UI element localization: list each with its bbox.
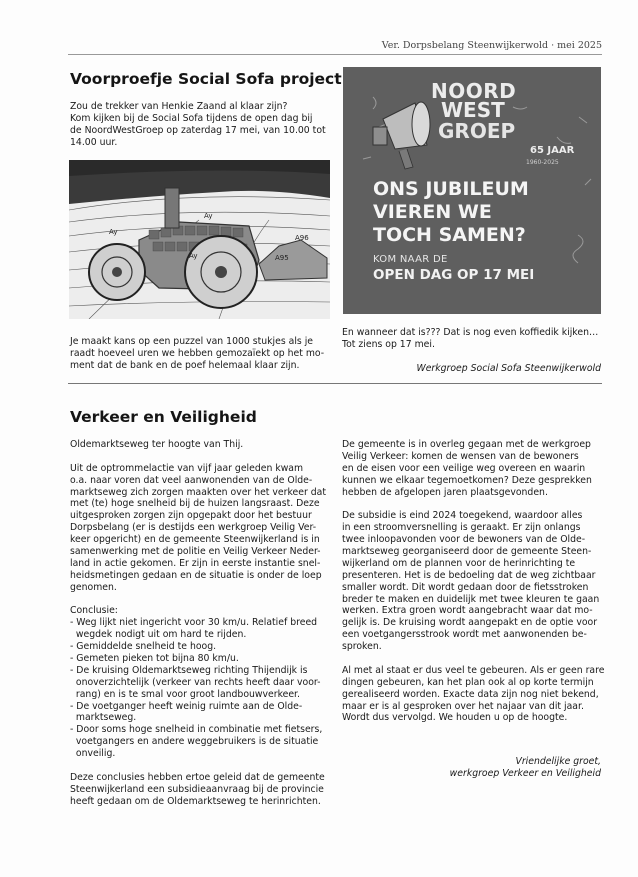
text-line: Veilig Verkeer: komen de wensen van de bewoners xyxy=(342,450,579,462)
drawing-label: Ay xyxy=(109,228,118,236)
tractor-mosaic-drawing xyxy=(69,160,330,319)
text-line: voetgangers en andere weggebruikers is de situatie xyxy=(70,736,319,748)
text-line xyxy=(70,451,332,463)
closing-line: werkgroep Verkeer en Veiligheid xyxy=(449,767,601,779)
text-line: werken. Extra groen wordt aangebracht waar dat mo- xyxy=(342,605,593,617)
ad-headline-line: ONS JUBILEUM xyxy=(373,178,529,200)
text-line: dingen gebeuren, kan het plan ook al op korte termijn xyxy=(342,676,594,688)
intro-line: de NoordWestGroep op zaterdag 17 mei, van 10.00 tot xyxy=(70,124,326,136)
text-line: samenwerking met de politie en Veilig Verkeer Neder- xyxy=(70,546,321,558)
ad-logo-line: GROEP xyxy=(438,119,516,143)
text-line: heeft gedaan om de Oldemarktseweg te herinrichten. xyxy=(70,795,321,807)
text-line: smaller wordt. Dit wordt gedaan door de fietsstroken xyxy=(342,581,589,593)
puzzle-line: ment dat de bank en de poef helemaal klaar zijn. xyxy=(70,359,300,371)
ad-years: 1960-2025 xyxy=(526,159,559,166)
social-sofa-when-text xyxy=(342,327,604,351)
text-line: een voetgangersstrook wordt met aanwonenden be- xyxy=(342,629,587,641)
text-line: gerealiseerd worden. Exacte data zijn nog niet bekend, xyxy=(342,688,599,700)
puzzle-line: raadt hoeveel uren we hebben gemozaïekt op het mo- xyxy=(70,347,325,359)
ad-anniversary-badge: 65 JAAR xyxy=(530,145,575,156)
ad-cta-big: OPEN DAG OP 17 MEI xyxy=(373,267,535,283)
verkeer-right-column xyxy=(342,439,604,724)
text-line xyxy=(70,760,332,772)
ad-logo-line: WEST xyxy=(441,98,505,122)
verkeer-left-column xyxy=(70,439,332,808)
social-sofa-signature: Werkgroep Social Sofa Steenwijkerwold xyxy=(416,363,601,374)
text-line: De subsidie is eind 2024 toegekend, waardoor alles xyxy=(342,510,583,522)
social-sofa-intro xyxy=(70,101,332,149)
text-line: Al met al staat er dus veel te gebeuren. Als er geen rare xyxy=(342,664,605,676)
ad-cta-small: KOM NAAR DE xyxy=(373,254,448,265)
drawing-label: A95 xyxy=(275,254,289,262)
ad-logo-line: NOORD xyxy=(431,79,517,103)
text-line: in een stroomversnelling is geraakt. Er zijn onlangs xyxy=(342,522,581,534)
ad-headline xyxy=(373,178,593,247)
text-line xyxy=(342,498,604,510)
text-line: presenteren. Het is de bedoeling dat de weg zichtbaar xyxy=(342,569,596,581)
text-line: Wordt dus vervolgd. We houden u op de hoogte. xyxy=(342,712,568,724)
intro-line: Zou de trekker van Henkie Zaand al klaar zijn? xyxy=(70,101,288,112)
text-line: Dorpsbelang (er is destijds een werkgroep Veilig Ver- xyxy=(70,522,317,534)
text-line: marktseweg georganiseerd door de gemeente Steen- xyxy=(342,546,592,558)
drawing-label: Ay xyxy=(204,212,213,220)
text-line: twee inloopavonden voor de bewoners van de Olde- xyxy=(342,534,586,546)
text-line: land in actie gekomen. Er zijn in eerste instantie snel- xyxy=(70,557,321,569)
running-header: Ver. Dorpsbelang Steenwijkerwold · mei 2025 xyxy=(381,40,602,51)
text-line: breder te maken en duidelijk met twee kleuren te gaan xyxy=(342,593,600,605)
text-line: gelijk is. De kruising wordt aangepakt en de optie voor xyxy=(342,617,598,629)
text-line: Conclusie: xyxy=(70,605,118,617)
text-line: De gemeente is in overleg gegaan met de werkgroep xyxy=(342,439,591,450)
text-line: Deze conclusies hebben ertoe geleid dat de gemeente xyxy=(70,771,325,783)
verkeer-closing xyxy=(342,756,601,780)
text-line: maar er is al gesproken over het najaar van dit jaar. xyxy=(342,700,584,712)
text-line: genomen. xyxy=(70,581,117,593)
section-title-social-sofa: Voorproefje Social Sofa project xyxy=(70,70,342,88)
text-line: uitgesproken zorgen zijn opgepakt door het bestuur xyxy=(70,510,312,522)
text-line: rang) en is te smal voor groot landbouwverkeer. xyxy=(70,688,300,700)
text-line: kunnen we elkaar tegemoetkomen? Deze gesprekken xyxy=(342,474,592,486)
social-sofa-puzzle-text xyxy=(70,336,332,372)
text-line: marktseweg. xyxy=(70,712,137,724)
puzzle-line: Je maakt kans op een puzzel van 1000 stukjes als je xyxy=(70,336,314,347)
text-line: - Door soms hoge snelheid in combinatie met fietsers, xyxy=(70,724,323,736)
text-line: en de eisen voor een veilige weg overeen en waarin xyxy=(342,462,586,474)
text-line: wijkerland om de plannen voor de herinrichting te xyxy=(342,557,576,569)
text-line: Oldemarktseweg ter hoogte van Thij. xyxy=(70,439,244,450)
text-line xyxy=(70,594,332,606)
text-line: Steenwijkerland een subsidieaanvraag bij de provincie xyxy=(70,783,324,795)
text-line: Uit de optrommelactie van vijf jaar geleden kwam xyxy=(70,462,304,474)
text-line: wegdek nodigt uit om hard te rijden. xyxy=(70,629,247,641)
text-line: sproken. xyxy=(342,641,382,653)
intro-line: 14.00 uur. xyxy=(70,136,118,148)
text-line: keer opgericht) en de gemeente Steenwijkerland is in xyxy=(70,534,320,546)
ad-headline-line: TOCH SAMEN? xyxy=(373,224,526,246)
text-line: o.a. naar voren dat veel aanwonenden van de Olde- xyxy=(70,474,313,486)
text-line: onveilig. xyxy=(70,748,116,760)
text-line: - Gemiddelde snelheid te hoog. xyxy=(70,641,217,653)
when-line: En wanneer dat is??? Dat is nog even koffiedik kijken… xyxy=(342,327,599,338)
section-title-verkeer: Verkeer en Veiligheid xyxy=(70,408,257,426)
text-line: - De voetganger heeft weinig ruimte aan de Olde- xyxy=(70,700,303,712)
text-line: heidsmetingen gedaan en de situatie is onder de loep xyxy=(70,569,322,581)
header-divider xyxy=(68,54,602,55)
text-line: onoverzichtelijk (verkeer van rechts heeft daar voor- xyxy=(70,676,321,688)
text-line xyxy=(342,653,604,665)
text-line: - Gemeten pieken tot bijna 80 km/u. xyxy=(70,653,239,665)
drawing-label: A96 xyxy=(295,234,309,242)
text-line: hebben de afgelopen jaren plaatsgevonden. xyxy=(342,486,548,498)
text-line: marktseweg zich zorgen maakten over het verkeer dat xyxy=(70,486,326,498)
section-divider xyxy=(68,383,602,384)
drawing-label: Ay xyxy=(189,252,198,260)
intro-line: Kom kijken bij de Social Sofa tijdens de open dag bij xyxy=(70,112,313,124)
noordwestgroep-ad xyxy=(343,67,601,314)
ad-headline-line: VIEREN WE xyxy=(373,201,492,223)
text-line: - De kruising Oldemarktseweg richting Thijendijk is xyxy=(70,664,308,676)
text-line: met (te) hoge snelheid bij de huizen langsraast. Deze xyxy=(70,498,320,510)
text-line: - Weg lijkt niet ingericht voor 30 km/u. Relatief breed xyxy=(70,617,318,629)
when-line: Tot ziens op 17 mei. xyxy=(342,338,435,350)
closing-line: Vriendelijke groet, xyxy=(515,756,601,767)
